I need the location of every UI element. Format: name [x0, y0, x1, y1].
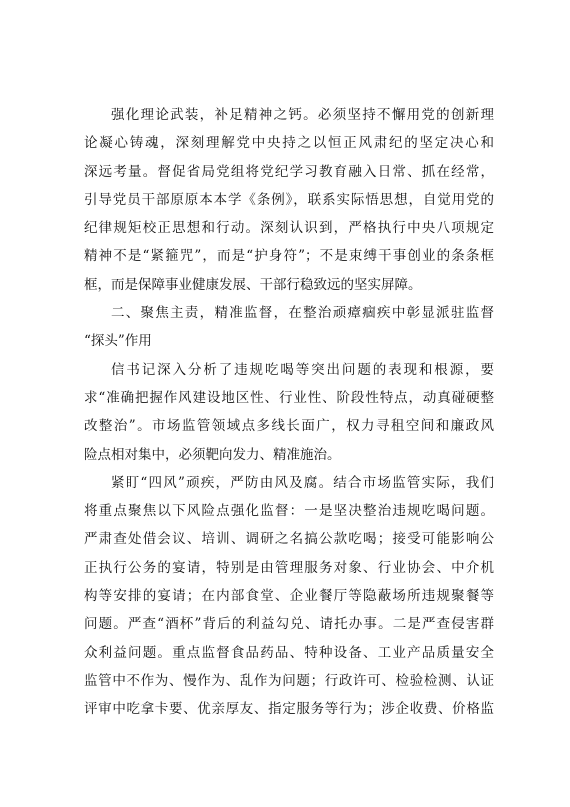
text-line: 强化理论武装，补足精神之钙。必须坚持不懈用党的创新理	[111, 107, 494, 123]
text-line: 框，而是保障事业健康发展、干部行稳致远的坚实屏障。	[84, 276, 422, 293]
text-line: 众利益问题。重点监督食品药品、特种设备、工业产品质量安全	[84, 644, 494, 661]
text-line: 论凝心铸魂，深刻理解党中央持之以恒正风肃纪的坚定决心和	[84, 135, 494, 152]
text-line: 险点相对集中，必须靶向发力、精准施治。	[84, 446, 341, 463]
text-line: 求“准确把握作风建设地区性、行业性、阶段性特点，动真碰硬整	[84, 389, 494, 406]
text-line: 改整治”。市场监管领域点多线长面广，权力寻租空间和廉政风	[84, 418, 494, 435]
text-line: 正执行公务的宴请，特别是由管理服务对象、行业协会、中介机	[84, 559, 494, 576]
text-line: 深远考量。督促省局党组将党纪学习教育融入日常、抓在经常，	[84, 163, 494, 180]
text-line: 引导党员干部原原本本学《条例》，联系实际悟思想，自觉用党的	[84, 191, 494, 208]
text-line: 监管中不作为、慢作为、乱作为问题；行政许可、检验检测、认证	[84, 672, 494, 689]
text-line: 精神不是“紧箍咒”，而是“护身符”；不是束缚干事创业的条条框	[84, 248, 494, 265]
text-line: 严肃查处借会议、培训、调研之名搞公款吃喝；接受可能影响公	[84, 531, 494, 548]
text-line: 信书记深入分析了违规吃喝等突出问题的表现和根源，要	[111, 361, 494, 378]
text-line: 构等安排的宴请；在内部食堂、企业餐厅等隐蔽场所违规聚餐等	[84, 588, 494, 605]
text-line: “探头”作用	[84, 333, 152, 350]
document-body	[84, 101, 494, 724]
text-line: 评审中吃拿卡要、优亲厚友、指定服务等行为；涉企收费、价格监	[84, 701, 494, 718]
text-line: 问题。严查“酒杯”背后的利益勾兑、请托办事。二是严查侵害群	[84, 616, 494, 633]
text-line: 紧盯“四风”顽疾，严防由风及腐。结合市场监管实际，我们	[111, 474, 494, 491]
text-line: 纪律规矩校正思想和行动。深刻认识到，严格执行中央八项规定	[84, 220, 494, 237]
text-line: 二、聚焦主责，精准监督，在整治顽瘴痼疾中彰显派驻监督	[111, 305, 494, 322]
text-line: 将重点聚焦以下风险点强化监督：一是坚决整治违规吃喝问题。	[84, 503, 494, 520]
